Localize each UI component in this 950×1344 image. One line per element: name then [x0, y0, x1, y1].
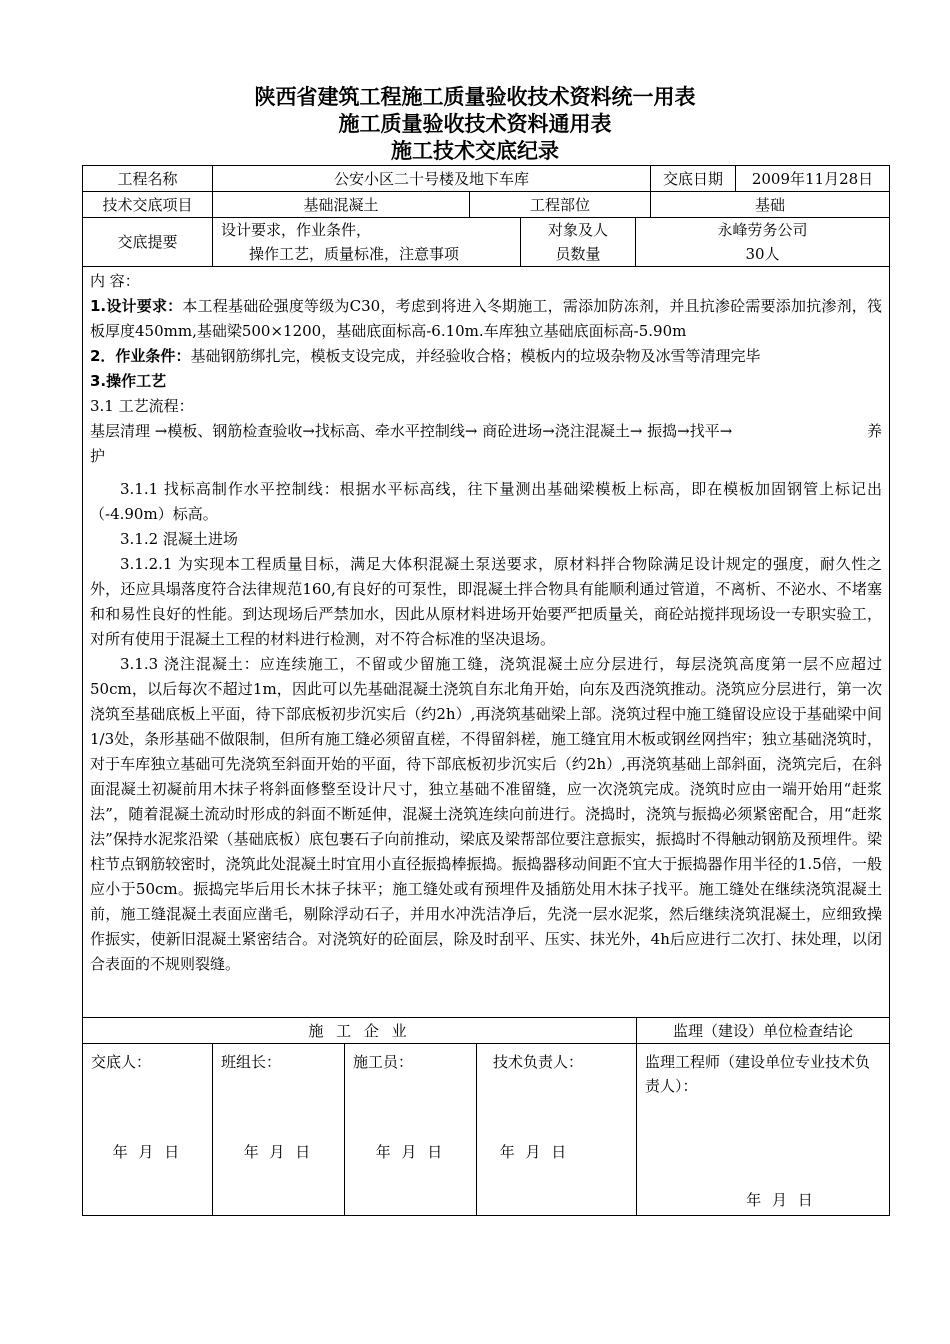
item-value: 基础混凝土 [213, 192, 470, 218]
section-3-heading: 3.操作工艺 [90, 372, 167, 390]
signer-constructor [345, 1044, 477, 1215]
process-flow [90, 419, 882, 444]
target-label [521, 218, 636, 267]
process-flow-tail: 护 [90, 447, 106, 465]
process-flow-end: 养 [866, 422, 882, 440]
signer-discloser [83, 1044, 213, 1215]
date-label: 交底日期 [651, 166, 736, 192]
company-section-label: 施 工 企 业 [83, 1018, 637, 1044]
signer-discloser-date: 年 月 日 [112, 1143, 183, 1161]
summary-line-1: 设计要求，作业条件， [221, 221, 372, 239]
title-line-3: 施工技术交底纪录 [391, 139, 559, 163]
signer-discloser-label: 交底人： [91, 1053, 152, 1071]
para-3-1: 3.1 工艺流程： [90, 397, 194, 415]
signer-constructor-date: 年 月 日 [375, 1143, 446, 1161]
title-line-1: 陕西省建筑工程施工质量验收技术资料统一用表 [254, 85, 696, 109]
target-value [636, 218, 889, 267]
signer-team-leader-label: 班组长： [221, 1053, 282, 1071]
summary-line-2: 操作工艺，质量标准，注意事项 [249, 245, 460, 263]
part-label: 工程部位 [470, 192, 651, 218]
signer-team-leader-date: 年 月 日 [243, 1143, 314, 1161]
document-title-block [0, 84, 950, 165]
summary-label: 交底提要 [83, 218, 213, 267]
part-value: 基础 [651, 192, 889, 218]
target-count: 30人 [745, 245, 780, 263]
signer-tech-lead-date: 年 月 日 [499, 1143, 570, 1161]
summary-value [213, 218, 521, 267]
section-2-text: 基础钢筋绑扎完，模板支设完成，并经验收合格；模板内的垃圾杂物及冰雪等清理完毕 [190, 347, 761, 365]
content-intro: 内 容： [90, 272, 140, 290]
target-label-line-1: 对象及人 [547, 221, 608, 239]
para-3-1-1: 3.1.1 找标高制作水平控制线：根据水平标高线，往下量测出基础梁模板上标高，即在模板加固钢管上标记出（-4.90m）标高。 [90, 480, 882, 523]
supervisor-sign [637, 1044, 889, 1215]
content-body [83, 267, 889, 1018]
supervisor-section-label: 监理（建设）单位检查结论 [637, 1018, 889, 1044]
process-flow-main: 基层清理 →模板、钢筋检查验收→找标高、牵水平控制线→ 商砼进场→浇注混凝土→ 振捣→找平→ [90, 422, 733, 440]
section-1 [90, 294, 882, 344]
disclosure-form [82, 165, 890, 1216]
project-name-label: 工程名称 [83, 166, 213, 192]
section-1-text: 本工程基础砼强度等级为C30，考虑到将进入冬期施工，需添加防冻剂，并且抗渗砼需要添加抗渗剂，筏板厚度450mm,基础梁500×1200，基础底面标高-6.10m.车库独立基础底面标高-5.90m [90, 297, 882, 340]
item-label: 技术交底项目 [83, 192, 213, 218]
supervisor-sign-label: 监理工程师（建设单位专业技术负责人）： [645, 1053, 871, 1095]
para-3-1-2-1: 3.1.2.1 为实现本工程质量目标，满足大体积混凝土泵送要求，原材料拌合物除满足设计规定的强度，耐久性之外，还应具塌落度符合法律规范160,有良好的可泵性，即混凝土拌合物具有能顺利通过管道，不离析、不泌水、不堵塞和和易性良好的性能。到达现场后严禁加水，因此从原材料进场开始要严把质量关，商砼站搅拌现场设一专职实验工，对所有使用于混凝土工程的材料进行检测，对不符合标准的坚决退场。 [90, 555, 882, 648]
para-3-1-3: 3.1.3 浇注混凝土：应连续施工，不留或少留施工缝，浇筑混凝土应分层进行，每层浇筑高度第一层不应超过50cm，以后每次不超过1m，因此可以先基础混凝土浇筑自东北角开始，向东及西浇筑推动。浇筑应分层进行，第一次浇筑至基础底板上平面，待下部底板初步沉实后（约2h）,再浇筑基础梁上部。浇筑过程中施工缝留设应设于基础梁中间1/3处，条形基础不做限制，但所有施工缝必须留直槎，不得留斜槎，施工缝宜用木板或钢丝网挡牢；独立基础浇筑时，对于车库独立基础可先浇筑至斜面开始的平面，待下部底板初步沉实后（约2h）,再浇筑基础上部斜面，浇筑完后，在斜面混凝土初凝前用木抹子将斜面修整至设计尺寸，独立基础不准留缝，应一次浇筑完成。浇筑时应由一端开始用“赶浆法”，随着混凝土流动时形成的斜面不断延伸，混凝土浇筑连续向前进行。浇捣时，浇筑与振捣必须紧密配合，用“赶浆法”保持水泥浆沿梁（基础底板）底包裹石子向前推动，梁底及梁帮部位要注意振实，振捣时不得触动钢筋及预埋件。梁柱节点钢筋较密时，浇筑此处混凝土时宜用小直径振捣棒振捣。振捣器移动间距不宜大于振捣器作用半径的1.5倍，一般应小于50cm。振捣完毕后用长木抹子抹平；施工缝处或有预埋件及插筋处用木抹子找平。施工缝处在继续浇筑混凝土前，施工缝混凝土表面应凿毛，剔除浮动石子，并用水冲洗洁净后，先浇一层水泥浆，然后继续浇筑混凝土，应细致操作振实，使新旧混凝土紧密结合。对浇筑好的砼面层，除及时刮平、压实、抹光外，4h后应进行二次打、抹处理，以闭合表面的不规则裂缝。 [90, 655, 882, 973]
date-value: 2009年11月28日 [736, 166, 889, 192]
title-line-2: 施工质量验收技术资料通用表 [338, 112, 612, 136]
signer-constructor-label: 施工员： [353, 1053, 414, 1071]
section-2-heading: 2．作业条件： [90, 347, 191, 365]
signer-tech-lead [477, 1044, 637, 1215]
signer-team-leader [213, 1044, 345, 1215]
section-1-heading: 1.设计要求： [90, 297, 183, 315]
project-name-value: 公安小区二十号楼及地下车库 [213, 166, 651, 192]
target-company: 永峰劳务公司 [717, 221, 808, 239]
supervisor-sign-date: 年 月 日 [746, 1191, 816, 1209]
para-3-1-2: 3.1.2 混凝土进场 [120, 530, 238, 548]
section-2 [90, 344, 882, 369]
signer-tech-lead-label: 技术负责人： [493, 1053, 584, 1071]
target-label-line-2: 员数量 [555, 245, 601, 263]
